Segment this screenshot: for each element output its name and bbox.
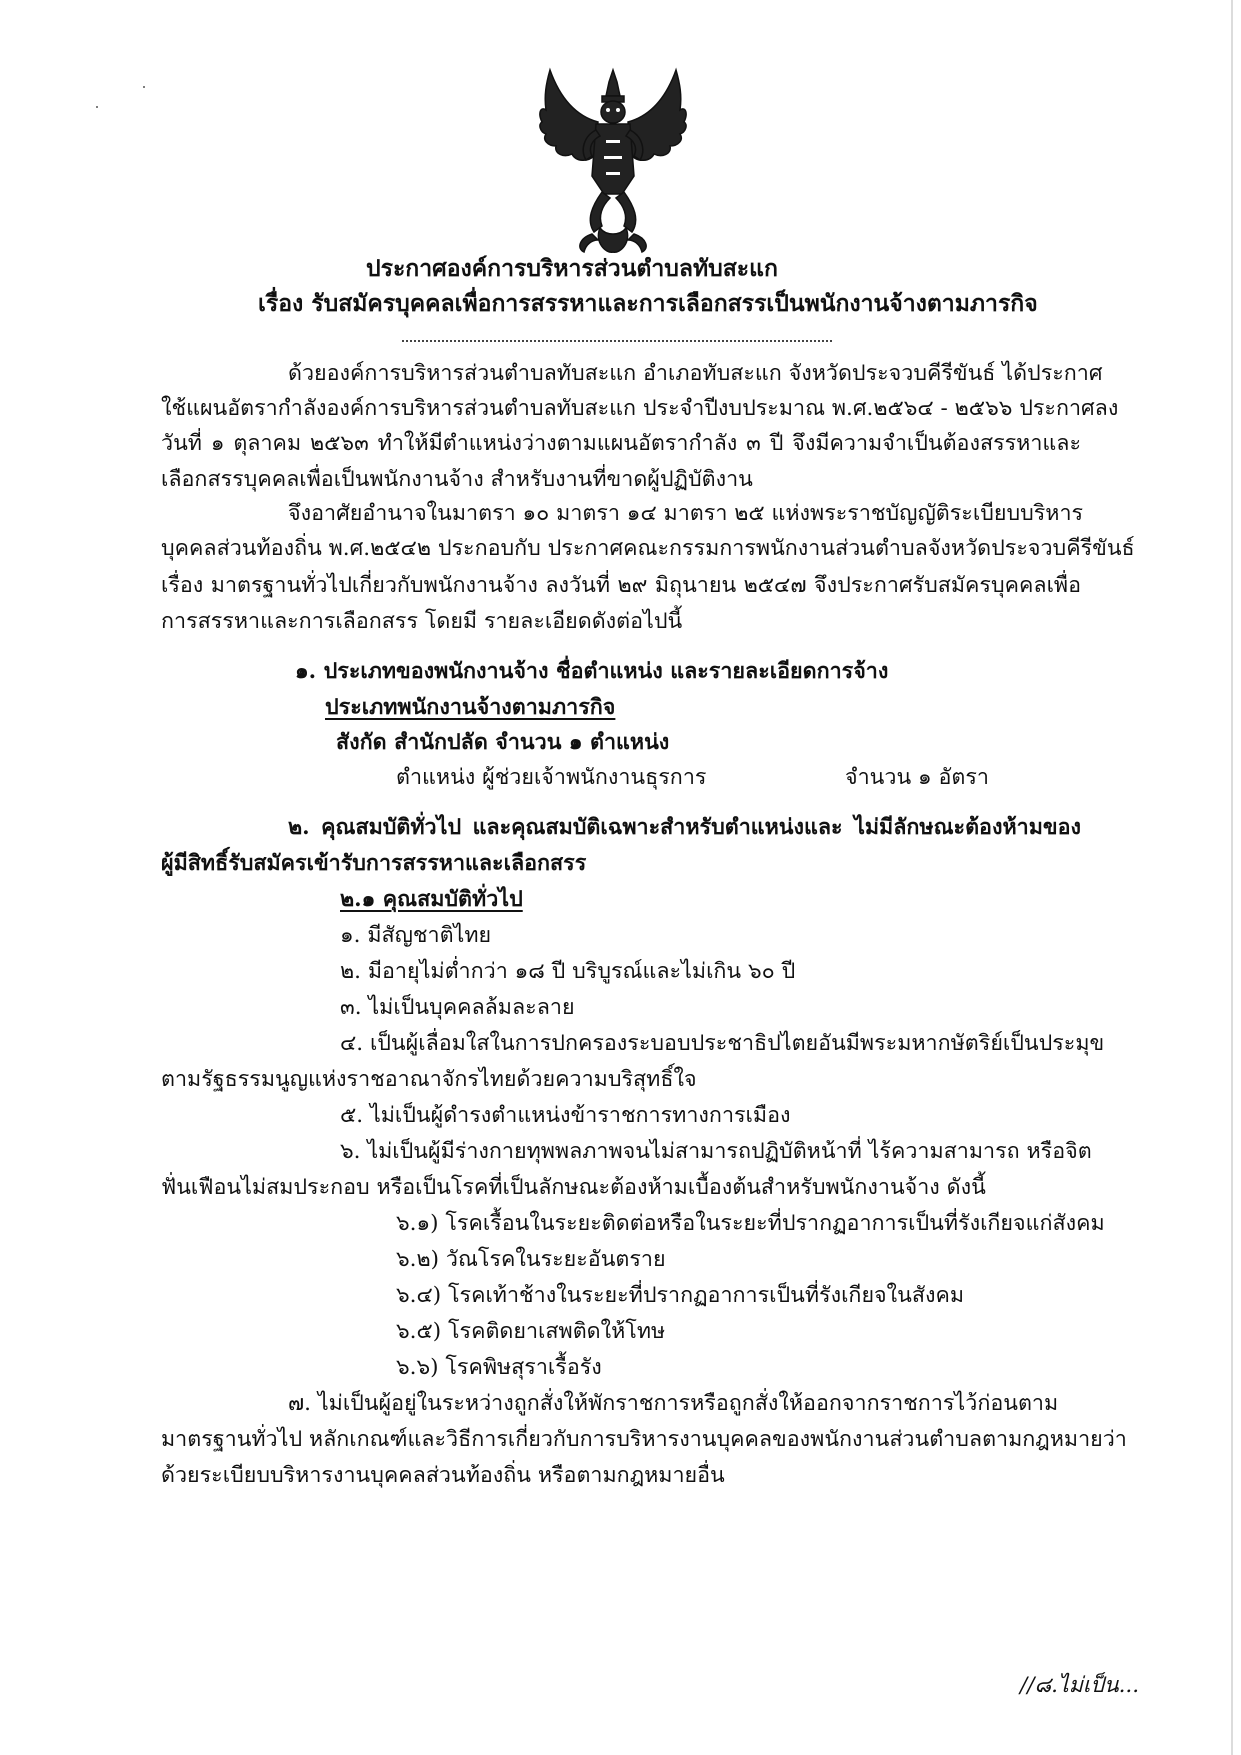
section1-type: ประเภทพนักงานจ้างตามภารกิจ [325,695,616,720]
scan-speck [143,86,145,88]
intro-line-4: เลือกสรรบุคคลเพื่อเป็นพนักงานจ้าง สำหรับงานที่ขาดผู้ปฏิบัติงาน [161,467,753,492]
title-divider [402,340,832,342]
qualification-item-3: ๓. ไม่เป็นบุคคลล้มละลาย [340,995,575,1020]
disease-item: ๖.๕) โรคติดยาเสพติดให้โทษ [396,1319,666,1344]
intro-line-2: ใช้แผนอัตรากำลังองค์การบริหารส่วนตำบลทับสะแก ประจำปีงบประมาณ พ.ศ.๒๕๖๔ - ๒๕๖๖ ประกาศลง [161,396,1119,421]
qualification-item-4-line-2: ตามรัฐธรรมนูญแห่งราชอาณาจักรไทยด้วยความบริสุทธิ์ใจ [161,1067,697,1092]
qualification-item-4-line-1: ๔. เป็นผู้เลื่อมใสในการปกครองระบอบประชาธิปไตยอันมีพระมหากษัตริย์เป็นประมุข [340,1031,1105,1056]
section1-heading: ๑. ประเภทของพนักงานจ้าง ชื่อตำแหน่ง และรายละเอียดการจ้าง [295,659,889,684]
section1-unit: สังกัด สำนักปลัด จำนวน ๑ ตำแหน่ง [336,730,670,755]
section1-position: ตำแหน่ง ผู้ช่วยเจ้าพนักงานธุรการ [396,765,707,790]
qualification-item-2: ๒. มีอายุไม่ต่ำกว่า ๑๘ ปี บริบูรณ์และไม่เกิน ๖๐ ปี [340,959,796,984]
qualification-item-7-line-2: มาตรฐานทั่วไป หลักเกณฑ์และวิธีการเกี่ยวกับการบริหารงานบุคคลของพนักงานส่วนตำบลตามกฎหมายว่า [161,1427,1127,1452]
authority-line-1: จึงอาศัยอำนาจในมาตรา ๑๐ มาตรา ๑๔ มาตรา ๒๕ แห่งพระราชบัญญัติระเบียบบริหาร [288,501,1084,526]
qualification-item-7-line-3: ด้วยระเบียบบริหารงานบุคคลส่วนท้องถิ่น หรือตามกฎหมายอื่น [161,1463,725,1488]
scan-edge [1231,0,1233,1755]
intro-line-1: ด้วยองค์การบริหารส่วนตำบลทับสะแก อำเภอทับสะแก จังหวัดประจวบคีรีขันธ์ ได้ประกาศ [288,361,1103,386]
authority-line-2: บุคคลส่วนท้องถิ่น พ.ศ.๒๕๔๒ ประกอบกับ ประกาศคณะกรรมการพนักงานส่วนตำบลจังหวัดประจวบคีรีขันธ์ [161,536,1135,561]
qualification-item-7-line-1: ๗. ไม่เป็นผู้อยู่ในระหว่างถูกสั่งให้พักราชการหรือถูกสั่งให้ออกจากราชการไว้ก่อนตาม [288,1391,1059,1416]
qualification-item-1: ๑. มีสัญชาติไทย [340,923,492,948]
title-line-2: เรื่อง รับสมัครบุคคลเพื่อการสรรหาและการเลือกสรรเป็นพนักงานจ้างตามภารกิจ [258,290,1038,317]
disease-item: ๖.๖) โรคพิษสุราเรื้อรัง [396,1355,602,1380]
section1-count: จำนวน ๑ อัตรา [845,765,989,790]
qualification-item-6-line-2: ฟั่นเฟือนไม่สมประกอบ หรือเป็นโรคที่เป็นลักษณะต้องห้ามเบื้องต้นสำหรับพนักงานจ้าง ดังนี้ [161,1175,986,1200]
garuda-emblem-icon [536,66,690,256]
qualification-item-5: ๕. ไม่เป็นผู้ดำรงตำแหน่งข้าราชการทางการเมือง [340,1103,791,1128]
title-line-1: ประกาศองค์การบริหารส่วนตำบลทับสะแก [366,255,778,282]
disease-item: ๖.๒) วัณโรคในระยะอันตราย [396,1247,666,1272]
authority-line-3: เรื่อง มาตรฐานทั่วไปเกี่ยวกับพนักงานจ้าง ลงวันที่ ๒๙ มิถุนายน ๒๕๔๗ จึงประกาศรับสมัครบุคคลเพื่อ [161,573,1081,598]
disease-item: ๖.๔) โรคเท้าช้างในระยะที่ปรากฏอาการเป็นที่รังเกียจในสังคม [396,1283,965,1308]
disease-item: ๖.๑) โรคเรื้อนในระยะติดต่อหรือในระยะที่ปรากฏอาการเป็นที่รังเกียจแก่สังคม [396,1211,1105,1236]
section2-sub-heading: ๒.๑ คุณสมบัติทั่วไป [340,887,523,912]
section2-heading-line-1: ๒. คุณสมบัติทั่วไป และคุณสมบัติเฉพาะสำหรับตำแหน่งและ ไม่มีลักษณะต้องห้ามของ [288,815,1081,840]
qualification-item-6-line-1: ๖. ไม่เป็นผู้มีร่างกายทุพพลภาพจนไม่สามารถปฏิบัติหน้าที่ ไร้ความสามารถ หรือจิต [340,1139,1092,1164]
scan-speck [96,106,98,108]
continuation-marker: //๘.ไม่เป็น... [1020,1673,1140,1698]
section2-heading-line-2: ผู้มีสิทธิ์รับสมัครเข้ารับการสรรหาและเลือกสรร [161,851,587,876]
authority-line-4: การสรรหาและการเลือกสรร โดยมี รายละเอียดดังต่อไปนี้ [161,609,683,634]
intro-line-3: วันที่ ๑ ตุลาคม ๒๕๖๓ ทำให้มีตำแหน่งว่างตามแผนอัตรากำลัง ๓ ปี จึงมีความจำเป็นต้องสรรหาและ [161,431,1081,456]
